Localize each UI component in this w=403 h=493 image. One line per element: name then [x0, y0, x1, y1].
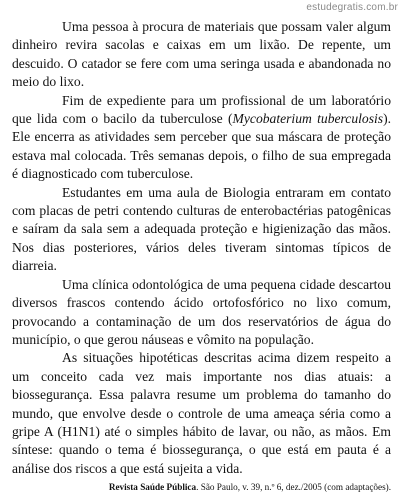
- source-citation: [12, 481, 391, 493]
- paragraph-4: Uma clínica odontológica de uma pequena cidade descartou diversos frascos contendo ácido ortofosfórico no lixo comum, provocando a contaminação de um dos reservatórios de água do município, o que gerou náuseas e vômito na população.: [12, 276, 391, 347]
- citation-details: . São Paulo, v. 39, n.º 6, dez./2005 (com adaptações).: [196, 482, 391, 493]
- paragraph-2: [12, 92, 391, 184]
- site-watermark: estudegratis.com.br: [306, 2, 398, 13]
- paragraph-2-end: ). Ele encerra as atividades sem perceber que sua máscara de proteção estava mal colocada. Três semanas depois, o filho de sua empregada é diagnosticado com tuberculose.: [12, 111, 392, 182]
- paragraph-2-start: Fim de expediente para um profissional de um laboratório que lida com o bacilo da tuberculose (: [12, 92, 391, 127]
- paragraph-1: Uma pessoa à procura de materiais que possam valer algum dinheiro revira sacolas e caixas em um lixão. De repente, um descuido. O catador se fere com uma seringa usada e abandonada no meio do lixo.: [12, 19, 391, 90]
- bacillus-scientific-name: Mycobaterium tuberculosis: [232, 111, 384, 127]
- paragraph-5: As situações hipotéticas descritas acima dizem respeito a um conceito cada vez mais importante nos dias atuais: a biossegurança. Essa palavra resume um problema do tamanho do mundo, que envolve desde o controle de uma ameaça séria como a gripe A (H1N1) até o simples hábito de lavar, ou não, as mãos. Em síntese: quando o tema é biossegurança, o que está em pauta é a análise dos riscos a que está sujeita a vida.: [12, 350, 391, 476]
- paragraph-3: Estudantes em uma aula de Biologia entraram em contato com placas de petri contendo culturas de enterobactérias patogênicas e saíram da sala sem a adequada proteção e higienização das mãos. Nos dias posteriores, vários deles tiveram sintomas típicos de diarreia.: [12, 184, 391, 274]
- citation-journal: Revista Saúde Pública: [108, 482, 197, 493]
